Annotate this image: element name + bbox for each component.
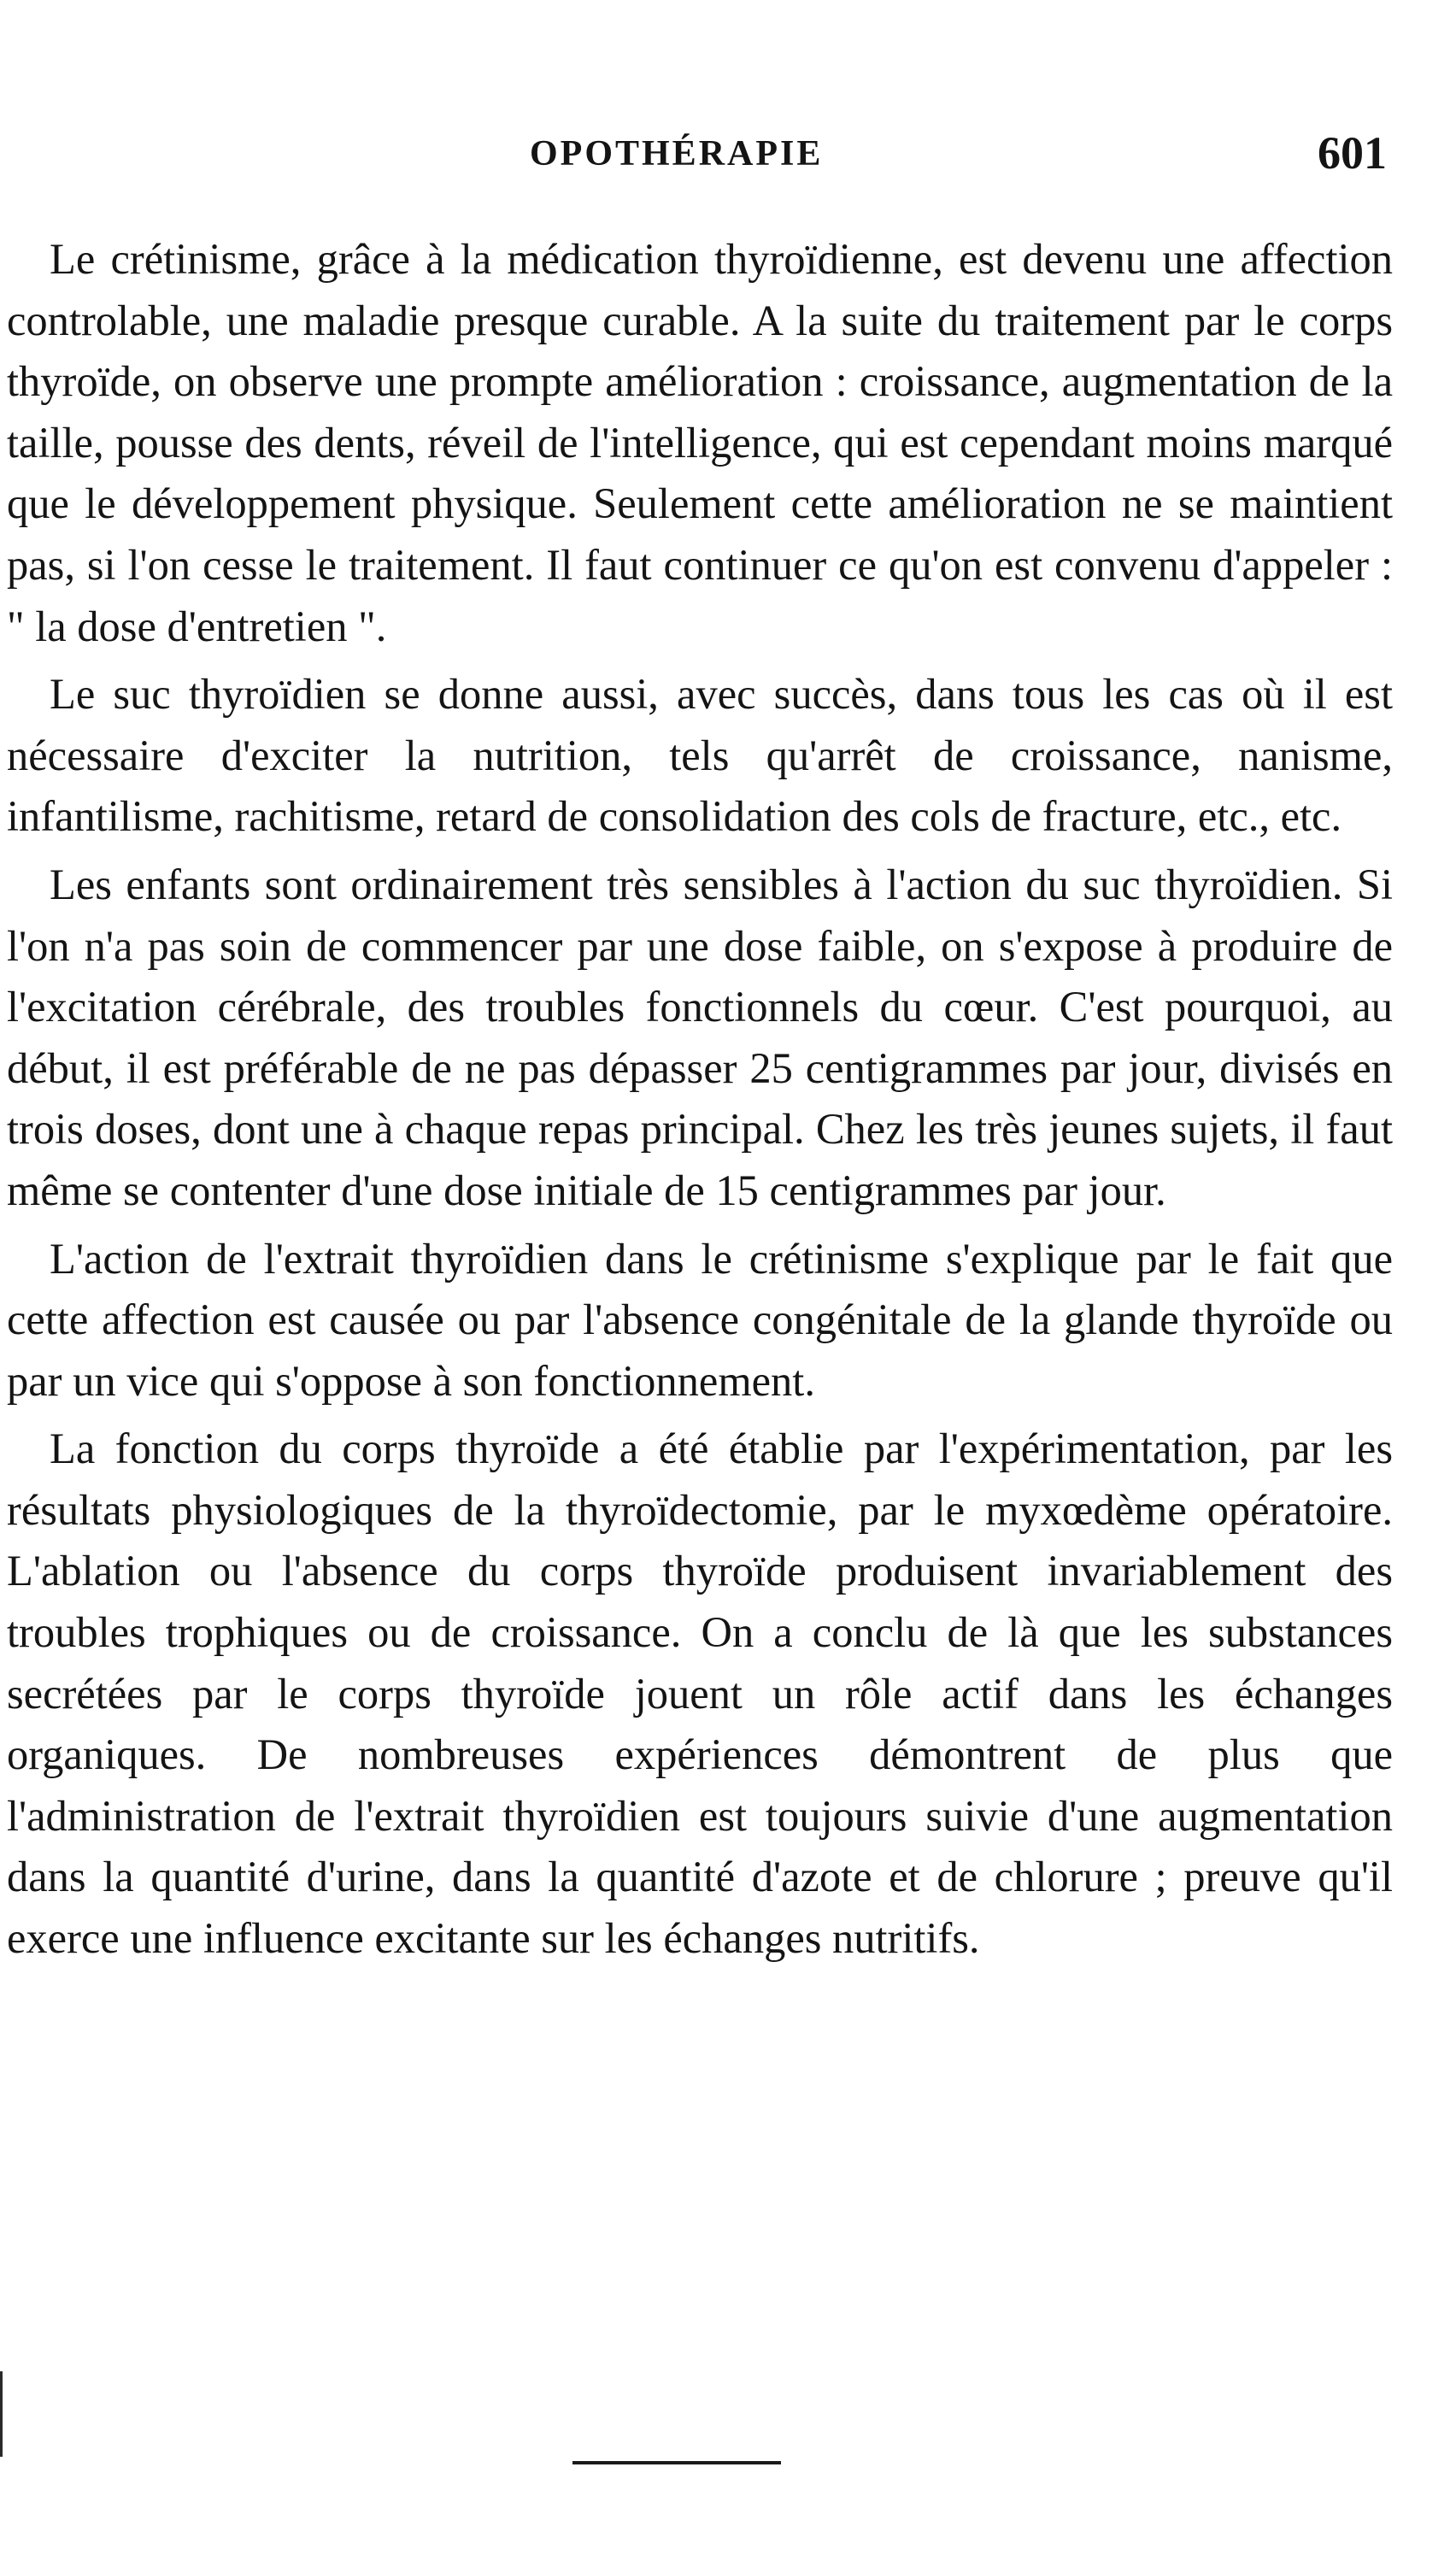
margin-mark <box>0 2371 3 2457</box>
paragraph-nutrition: Le suc thyroïdien se donne aussi, avec succès, dans tous les cas où il est nécessaire d'exciter la nutrition, tels qu'arrêt de croissance, nanisme, infantilisme, rachitisme, retard de consolidation des cols de fracture, etc., etc. <box>7 670 1393 841</box>
running-title: OPOTHÉRAPIE <box>530 134 824 173</box>
page-number: 601 <box>1318 127 1387 179</box>
paragraph-cretinism: Le crétinisme, grâce à la médication thyroïdienne, est devenu une affection controlable, une maladie presque curable. A la suite du traitement par le corps thyroïde, on observe une prompte amélioration : croissance, augmentation de la taille, pousse des dents, réveil de l'intelligence, qui est cependant moins marqué que le développement physique. Seulement cette amélioration ne se maintient pas, si l'on cesse le traitement. Il faut continuer ce qu'on est convenu d'appeler : " la dose d'entretien ". <box>7 235 1393 650</box>
paragraph-children-dosage: Les enfants sont ordinairement très sensibles à l'action du suc thyroïdien. Si l'on n'a pas soin de commencer par une dose faible, on s'expose à produire de l'excitation cérébrale, des troubles fonctionnels du cœur. C'est pourquoi, au début, il est préférable de ne pas dépasser 25 centigrammes par jour, divisés en trois doses, dont une à chaque repas principal. Chez les très jeunes sujets, il faut même se contenter d'une dose initiale de 15 centigrammes par jour. <box>7 860 1393 1214</box>
running-head <box>0 126 1456 178</box>
section-end-rule <box>572 2461 781 2464</box>
paragraph-thyroid-function: La fonction du corps thyroïde a été établie par l'expérimentation, par les résultats physiologiques de la thyroïdectomie, par le myxœdème opératoire. L'ablation ou l'absence du corps thyroïde produisent invariablement des troubles trophiques ou de croissance. On a conclu de là que les substances secrétées par le corps thyroïde jouent un rôle actif dans les échanges organiques. De nombreuses expériences démontrent de plus que l'administration de l'extrait thyroïdien est toujours suivie d'une augmentation dans la quantité d'urine, dans la quantité d'azote et de chlorure ; preuve qu'il exerce une influence excitante sur les échanges nutritifs. <box>7 1424 1393 1963</box>
paragraph-mechanism: L'action de l'extrait thyroïdien dans le crétinisme s'explique par le fait que cette affection est causée ou par l'absence congénitale de la glande thyroïde ou par un vice qui s'oppose à son fonctionnement. <box>7 1234 1393 1405</box>
body-text <box>7 229 1393 1977</box>
